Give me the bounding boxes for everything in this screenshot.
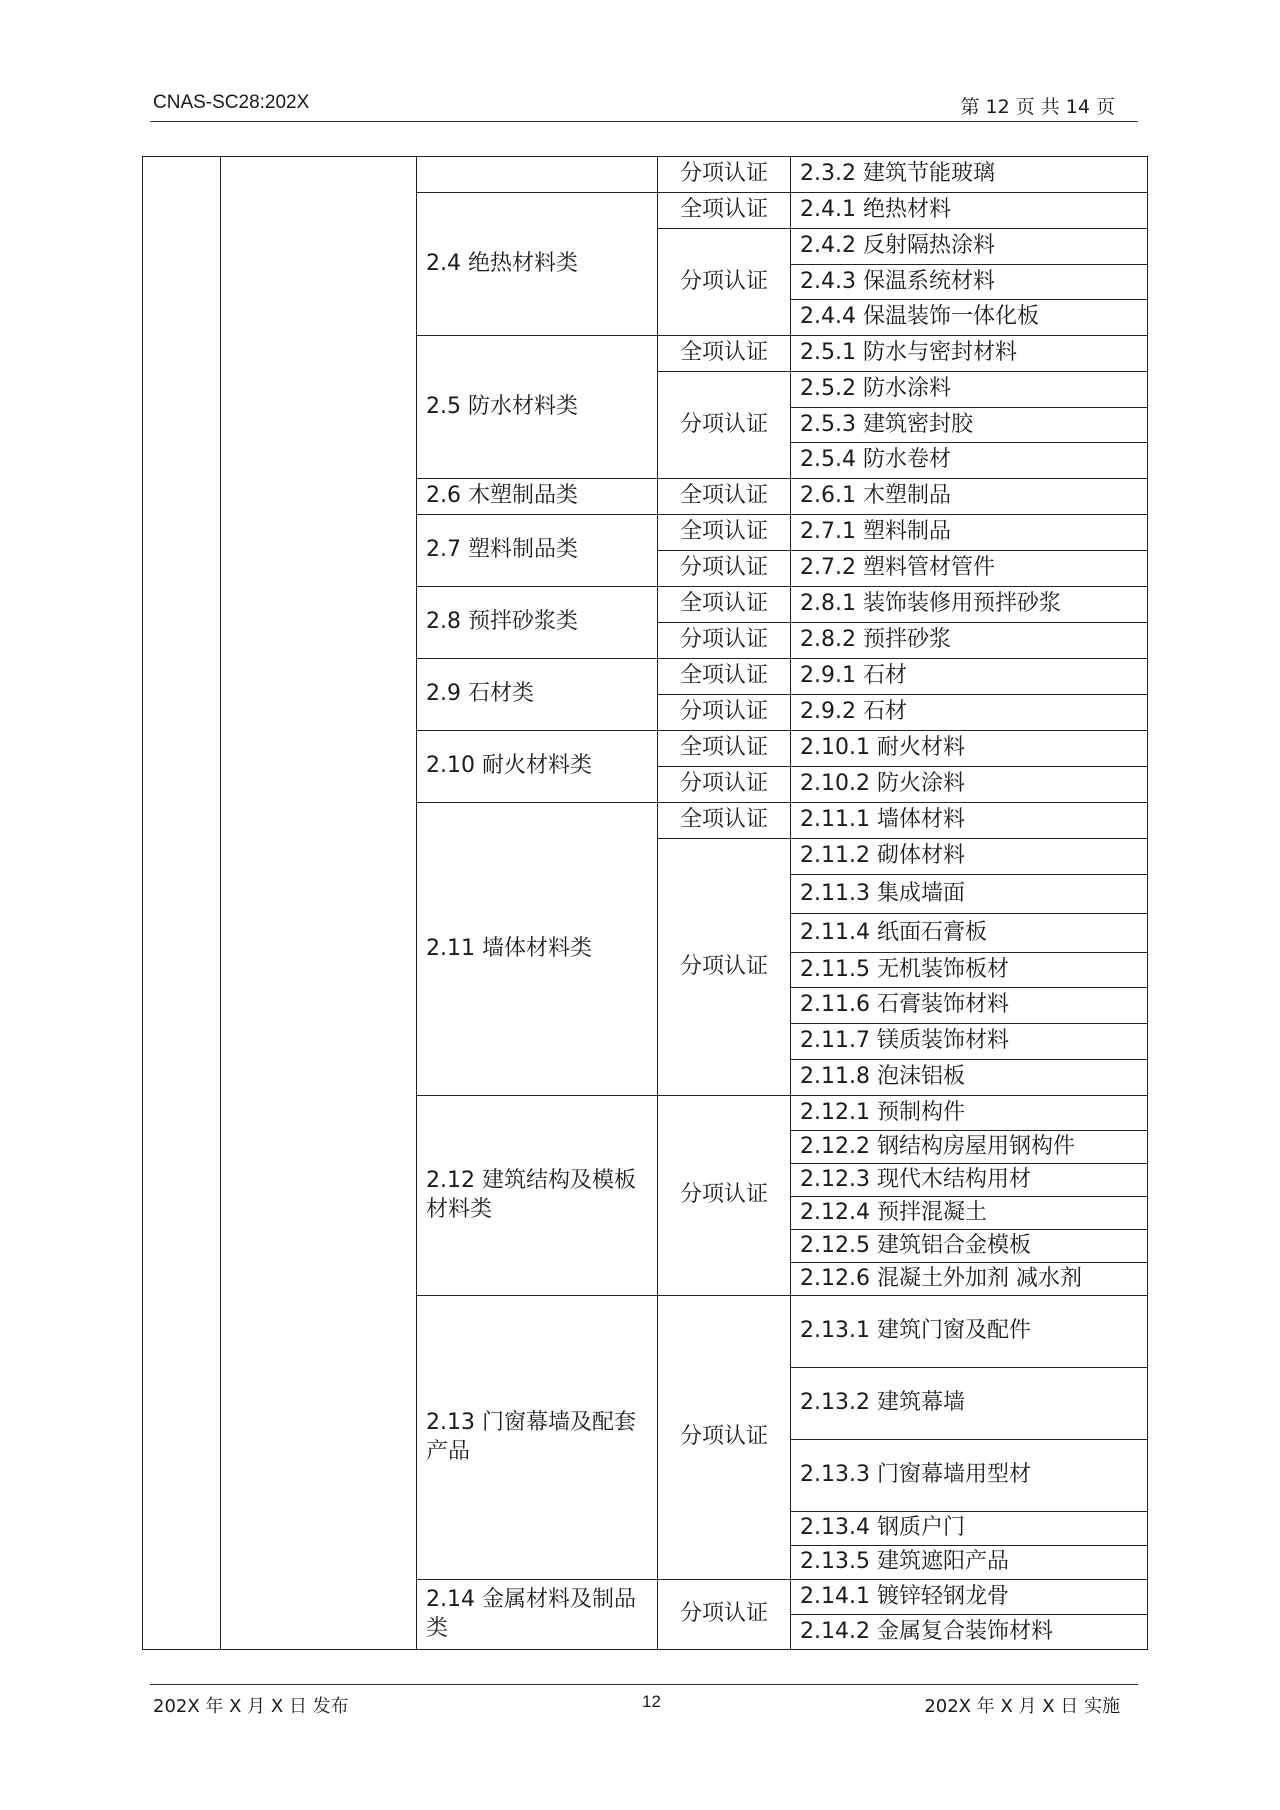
certification-mode-cell: 分项认证 [658,695,791,731]
product-item-cell: 2.12.5 建筑铝合金模板 [791,1230,1148,1263]
issue-date: 202X 年 X 月 X 日 发布 [153,1696,349,1717]
product-item-cell: 2.9.2 石材 [791,695,1148,731]
page-indicator: 第 12 页 共 14 页 [960,96,1115,118]
category-cell [417,157,658,193]
product-item-cell: 2.4.2 反射隔热涂料 [791,229,1148,265]
product-item-cell: 2.10.1 耐火材料 [791,731,1148,767]
product-item-cell: 2.7.1 塑料制品 [791,515,1148,551]
product-item-cell: 2.5.2 防水涂料 [791,372,1148,408]
category-cell: 2.4 绝热材料类 [417,193,658,336]
category-cell: 2.6 木塑制品类 [417,479,658,515]
product-item-cell: 2.11.4 纸面石膏板 [791,914,1148,953]
certification-mode-cell: 全项认证 [658,193,791,229]
category-cell: 2.10 耐火材料类 [417,731,658,803]
category-cell: 2.8 预拌砂浆类 [417,587,658,659]
certification-mode-cell: 分项认证 [658,229,791,336]
category-cell: 2.9 石材类 [417,659,658,731]
product-item-cell: 2.12.6 混凝土外加剂 减水剂 [791,1263,1148,1296]
product-item-cell: 2.10.2 防火涂料 [791,767,1148,803]
category-cell: 2.14 金属材料及制品类 [417,1580,658,1650]
header-divider [150,121,1138,122]
certification-mode-cell: 全项认证 [658,336,791,372]
certification-mode-cell: 分项认证 [658,1580,791,1650]
category-cell: 2.5 防水材料类 [417,336,658,479]
product-item-cell: 2.11.3 集成墙面 [791,875,1148,914]
product-item-cell: 2.8.1 装饰装修用预拌砂浆 [791,587,1148,623]
product-item-cell: 2.4.1 绝热材料 [791,193,1148,229]
product-item-cell: 2.11.5 无机装饰板材 [791,953,1148,988]
certification-mode-cell: 分项认证 [658,157,791,193]
certification-mode-cell: 分项认证 [658,623,791,659]
certification-mode-cell: 分项认证 [658,839,791,1096]
category-cell: 2.12 建筑结构及模板材料类 [417,1096,658,1296]
footer-divider [150,1684,1138,1685]
certification-mode-cell: 全项认证 [658,587,791,623]
product-item-cell: 2.13.3 门窗幕墙用型材 [791,1440,1148,1512]
implementation-date: 202X 年 X 月 X 日 实施 [924,1696,1120,1717]
certification-mode-cell: 全项认证 [658,803,791,839]
document-code: CNAS-SC28:202X [153,92,310,113]
product-item-cell: 2.6.1 木塑制品 [791,479,1148,515]
product-item-cell: 2.5.4 防水卷材 [791,443,1148,479]
blank-column-1 [143,157,221,1650]
page-number: 12 [642,1692,661,1711]
product-item-cell: 2.12.3 现代木结构用材 [791,1164,1148,1197]
product-item-cell: 2.12.2 钢结构房屋用钢构件 [791,1131,1148,1164]
category-cell: 2.13 门窗幕墙及配套产品 [417,1296,658,1580]
certification-mode-cell: 全项认证 [658,479,791,515]
category-cell: 2.11 墙体材料类 [417,803,658,1096]
certification-mode-cell: 全项认证 [658,659,791,695]
product-item-cell: 2.14.2 金属复合装饰材料 [791,1615,1148,1650]
product-item-cell: 2.11.1 墙体材料 [791,803,1148,839]
certification-mode-cell: 分项认证 [658,767,791,803]
product-item-cell: 2.11.8 泡沫铝板 [791,1060,1148,1096]
product-item-cell: 2.3.2 建筑节能玻璃 [791,157,1148,193]
product-item-cell: 2.9.1 石材 [791,659,1148,695]
blank-column-2 [221,157,417,1650]
product-item-cell: 2.4.3 保温系统材料 [791,265,1148,300]
product-item-cell: 2.12.4 预拌混凝土 [791,1197,1148,1230]
product-item-cell: 2.7.2 塑料管材管件 [791,551,1148,587]
certification-mode-cell: 分项认证 [658,551,791,587]
product-item-cell: 2.13.1 建筑门窗及配件 [791,1296,1148,1368]
product-item-cell: 2.8.2 预拌砂浆 [791,623,1148,659]
product-item-cell: 2.13.4 钢质户门 [791,1512,1148,1546]
product-item-cell: 2.13.5 建筑遮阳产品 [791,1546,1148,1580]
product-item-cell: 2.14.1 镀锌轻钢龙骨 [791,1580,1148,1615]
certification-mode-cell: 分项认证 [658,1296,791,1580]
product-item-cell: 2.5.1 防水与密封材料 [791,336,1148,372]
product-item-cell: 2.11.2 砌体材料 [791,839,1148,875]
certification-mode-cell: 全项认证 [658,515,791,551]
product-item-cell: 2.12.1 预制构件 [791,1096,1148,1131]
product-item-cell: 2.11.7 镁质装饰材料 [791,1024,1148,1060]
table-row [143,157,1148,193]
certification-mode-cell: 全项认证 [658,731,791,767]
category-cell: 2.7 塑料制品类 [417,515,658,587]
product-item-cell: 2.11.6 石膏装饰材料 [791,988,1148,1024]
certification-mode-cell: 分项认证 [658,1096,791,1296]
product-item-cell: 2.13.2 建筑幕墙 [791,1368,1148,1440]
certification-mode-cell: 分项认证 [658,372,791,479]
certification-table [142,156,1148,1650]
product-item-cell: 2.5.3 建筑密封胶 [791,408,1148,443]
product-item-cell: 2.4.4 保温装饰一体化板 [791,300,1148,336]
